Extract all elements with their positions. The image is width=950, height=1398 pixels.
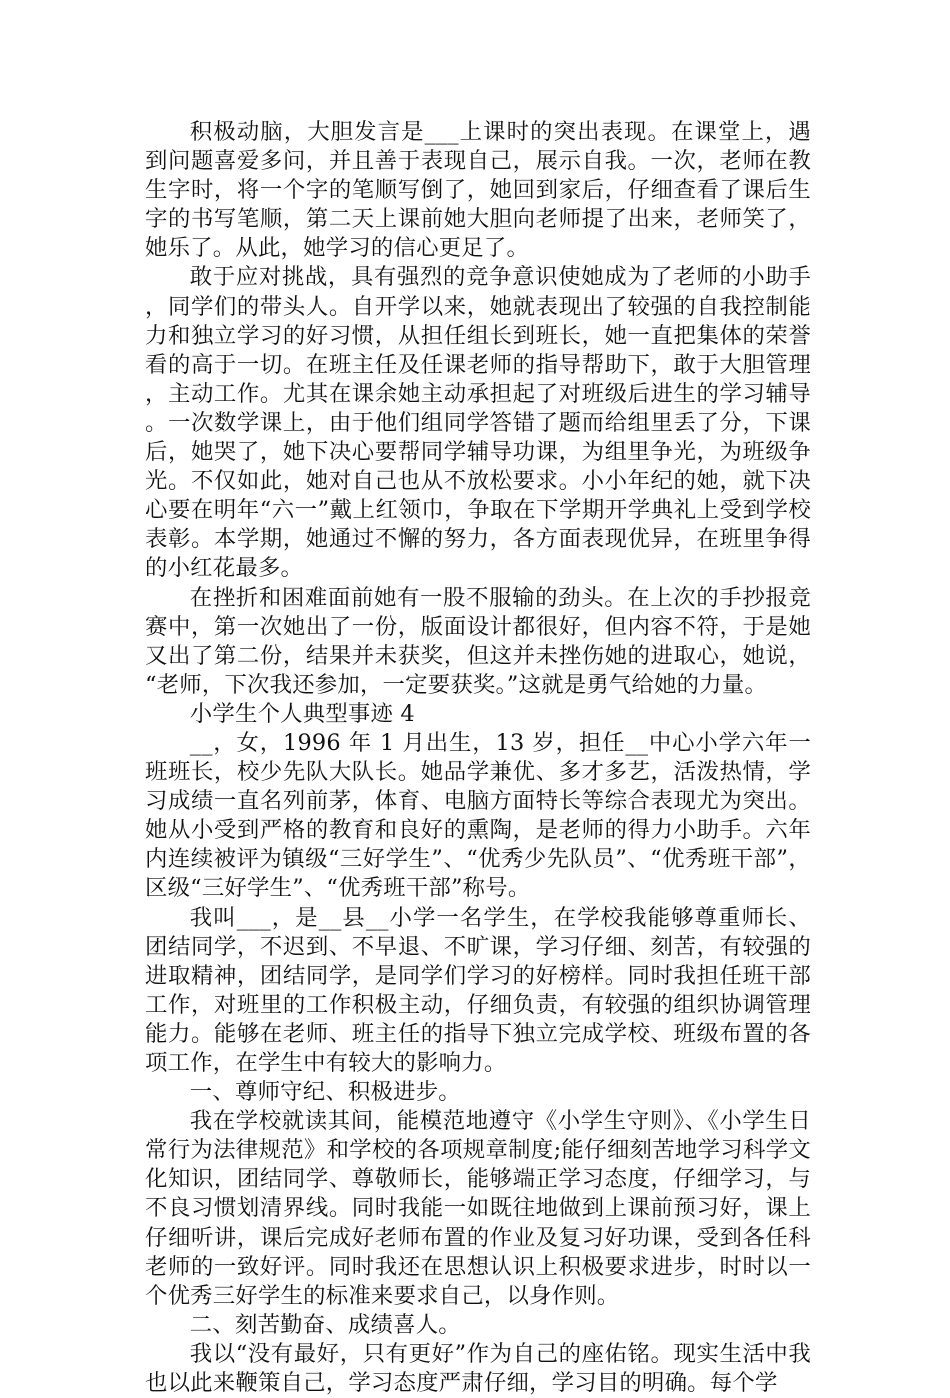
paragraph-5: 我叫___，是__县__小学一名学生，在学校我能够尊重师长、团结同学，不迟到、不早退、不旷课，学习仔细、刻苦，有较强的进取精神，团结同学，是同学们学习的好榜样。同时我担任班干部工作，对班里的工作积极主动，仔细负责，有较强的组织协调管理能力。能够在老师、班主任的指导下独立完成学校、班级布置的各项工作，在学生中有较大的影响力。 <box>145 904 811 1076</box>
paragraph-4: __，女，1996 年 1 月出生，13 岁，担任__中心小学六年一班班长，校少先队大队长。她品学兼优、多才多艺，活泼热情，学习成绩一直名列前茅，体育、电脑方面特长等综合表现尤为突出。她从小受到严格的教育和良好的熏陶，是老师的得力小助手。六年内连续被评为镇级“三好学生”、“优秀少先队员”、“优秀班干部”，区级“三好学生”、“优秀班干部”称号。 <box>145 729 811 902</box>
paragraph-1: 积极动脑，大胆发言是___上课时的突出表现。在课堂上，遇到问题喜爱多问，并且善于表现自己，展示自我。一次，老师在教生字时，将一个字的笔顺写倒了，她回到家后，仔细查看了课后生字的书写笔顺，第二天上课前她大胆向老师提了出来，老师笑了，她乐了。从此，她学习的信心更足了。 <box>145 119 811 262</box>
document-page <box>145 118 811 1398</box>
paragraph-3: 在挫折和困难面前她有一股不服输的劲头。在上次的手抄报竞赛中，第一次她出了一份，版面设计都很好，但内容不符，于是她又出了第二份，结果并未获奖，但这并未挫伤她的进取心，她说，“老师，下次我还参加，一定要获奖。”这就是勇气给她的力量。 <box>145 584 811 698</box>
paragraph-6: 我在学校就读其间，能模范地遵守《小学生守则》、《小学生日常行为法律规范》和学校的各项规章制度;能仔细刻苦地学习科学文化知识，团结同学、尊敬师长，能够端正学习态度，仔细学习，与不良习惯划清界线。同时我能一如既往地做到上课前预习好，课上仔细听讲，课后完成好老师布置的作业及复习好功课，受到各任科老师的一致好评。同时我还在思想认识上积极要求进步，时时以一个优秀三好学生的标准来要求自己，以身作则。 <box>145 1108 811 1309</box>
subheading-1: 一、尊师守纪、积极进步。 <box>189 1079 461 1106</box>
section-title: 小学生个人典型事迹 4 <box>189 700 415 727</box>
paragraph-7: 我以“没有最好，只有更好”作为自己的座佑铭。现实生活中我也以此来鞭策自己，学习态度严肃仔细，学习目的明确。每个学 <box>145 1340 811 1397</box>
paragraph-2: 敢于应对挑战，具有强烈的竞争意识使她成为了老师的小助手，同学们的带头人。自开学以来，她就表现出了较强的自我控制能力和独立学习的好习惯，从担任组长到班长，她一直把集体的荣誉看的高于一切。在班主任及任课老师的指导帮助下，敢于大胆管理，主动工作。尤其在课余她主动承担起了对班级后进生的学习辅导。一次数学课上，由于他们组同学答错了题而给组里丢了分，下课后，她哭了，她下决心要帮同学辅导功课，为组里争光，为班级争光。不仅如此，她对自己也从不放松要求。小小年纪的她，就下决心要在明年“六一”戴上红领巾，争取在下学期开学典礼上受到学校表彰。本学期，她通过不懈的努力，各方面表现优异，在班里争得的小红花最多。 <box>145 264 811 582</box>
subheading-2: 二、刻苦勤奋、成绩喜人。 <box>189 1311 461 1338</box>
